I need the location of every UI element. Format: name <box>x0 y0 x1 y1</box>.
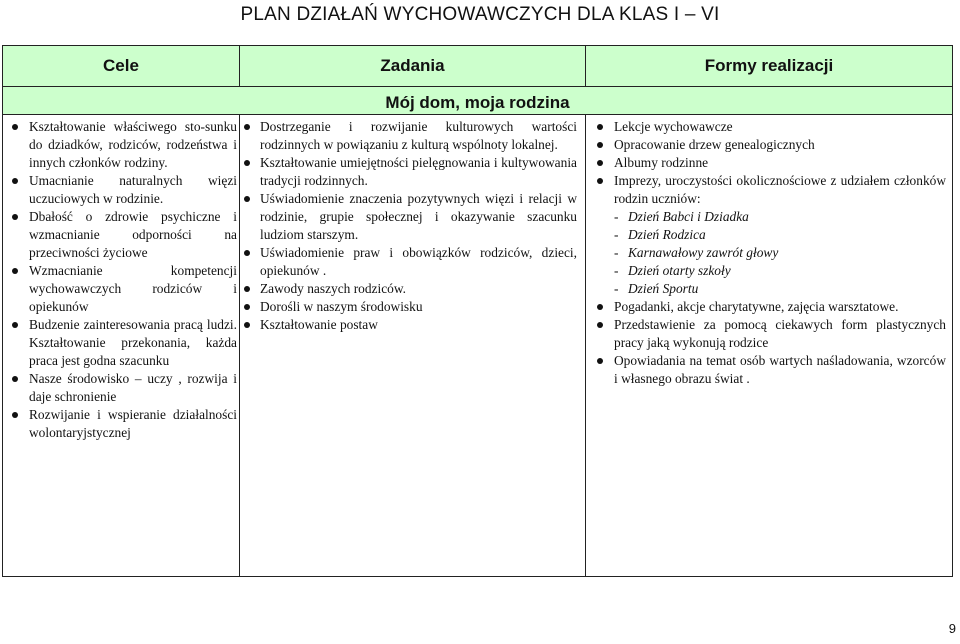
cele-text: Kształtowanie właściwego sto-sunku do dziadków, rodziców, rodzeństwa i innych członków rodziny. <box>29 119 237 170</box>
event-text: Karnawałowy zawrót głowy <box>628 245 779 260</box>
list-item <box>586 118 946 136</box>
bullet-icon <box>12 412 18 418</box>
list-item <box>586 172 946 298</box>
list-item <box>586 316 946 352</box>
cele-text: Wzmacnianie kompetencji wychowawczych rodziców i opiekunów <box>29 263 237 314</box>
bullet-icon <box>597 304 603 310</box>
list-item <box>240 298 577 316</box>
formy-text: Opracowanie drzew genealogicznych <box>614 137 815 152</box>
table-header-row <box>3 46 953 87</box>
list-item <box>240 154 577 190</box>
bullet-icon <box>244 286 250 292</box>
dash-marker: - <box>614 227 619 242</box>
zadania-text: Dostrzeganie i rozwijanie kulturowych wartości rodzinnych w powiązaniu z kulturą wspólnoty lokalnej. <box>260 119 577 152</box>
header-formy: Formy realizacji <box>586 46 953 87</box>
sublist-item <box>614 262 946 280</box>
bullet-icon <box>12 322 18 328</box>
list-item <box>240 280 577 298</box>
event-text: Dzień Babci i Dziadka <box>628 209 749 224</box>
event-text: Dzień Rodzica <box>628 227 706 242</box>
bullet-icon <box>244 322 250 328</box>
zadania-text: Kształtowanie umiejętności pielęgnowania i kultywowania tradycji rodzinnych. <box>260 155 577 188</box>
section-row <box>3 87 953 115</box>
bullet-icon <box>597 124 603 130</box>
sublist-item <box>614 208 946 226</box>
list-item <box>240 118 577 154</box>
bullet-icon <box>244 124 250 130</box>
list-item <box>3 208 237 262</box>
list-item <box>3 316 237 370</box>
page-title: PLAN DZIAŁAŃ WYCHOWAWCZYCH DLA KLAS I – VI <box>240 4 720 25</box>
bullet-icon <box>12 376 18 382</box>
dash-marker: - <box>614 245 619 260</box>
zadania-text: Uświadomienie praw i obowiązków rodziców, dzieci, opiekunów . <box>260 245 577 278</box>
cele-text: Rozwijanie i wspieranie działalności wolontaryjstycznej <box>29 407 237 440</box>
formy-text: Albumy rodzinne <box>614 155 709 170</box>
cele-text: Budzenie zainteresowania pracą ludzi. Kształtowanie przekonania, każda praca jest godna szacunku <box>29 317 237 368</box>
cele-text: Nasze środowisko – uczy , rozwija i daje schronienie <box>29 371 237 404</box>
bullet-icon <box>244 160 250 166</box>
bullet-icon <box>597 358 603 364</box>
bullet-icon <box>597 142 603 148</box>
formy-text: Opowiadania na temat osób wartych naśladowania, wzorców i własnego obrazu świat . <box>614 353 946 386</box>
events-sublist <box>614 208 946 298</box>
dash-marker: - <box>614 281 619 296</box>
bullet-icon <box>597 160 603 166</box>
dash-marker: - <box>614 209 619 224</box>
section-title: Mój dom, moja rodzina <box>3 87 953 115</box>
list-item <box>240 190 577 244</box>
formy-column <box>586 115 953 577</box>
formy-text: Pogadanki, akcje charytatywne, zajęcia warsztatowe. <box>614 299 899 314</box>
formy-text: Przedstawienie za pomocą ciekawych form plastycznych pracy jaką wykonują rodzice <box>614 317 946 350</box>
sublist-item <box>614 280 946 298</box>
header-cele: Cele <box>3 46 240 87</box>
list-item <box>3 262 237 316</box>
event-text: Dzień otarty szkoły <box>628 263 731 278</box>
zadania-text: Uświadomienie znaczenia pozytywnych więzi i relacji w rodzinie, grupie społecznej i okazywanie szacunku ludziom starszym. <box>260 191 577 242</box>
event-text: Dzień Sportu <box>628 281 699 296</box>
zadania-text: Kształtowanie postaw <box>260 317 378 332</box>
cele-text: Dbałość o zdrowie psychiczne i wzmacnianie odporności na przeciwności życiowe <box>29 209 237 260</box>
bullet-icon <box>244 196 250 202</box>
bullet-icon <box>12 124 18 130</box>
bullet-icon <box>597 322 603 328</box>
list-item <box>586 298 946 316</box>
list-item <box>3 370 237 406</box>
zadania-column <box>240 115 586 577</box>
list-item <box>586 154 946 172</box>
bullet-icon <box>244 304 250 310</box>
list-item <box>3 118 237 172</box>
page-number: 9 <box>948 621 956 636</box>
plan-table <box>2 45 953 577</box>
zadania-list <box>240 115 585 334</box>
formy-text: Imprezy, uroczystości okolicznościowe z udziałem członków rodzin uczniów: <box>614 173 946 206</box>
formy-text: Lekcje wychowawcze <box>614 119 733 134</box>
bullet-icon <box>12 268 18 274</box>
list-item <box>240 316 577 334</box>
bullet-icon <box>12 178 18 184</box>
list-item <box>3 406 237 442</box>
zadania-text: Dorośli w naszym środowisku <box>260 299 423 314</box>
bullet-icon <box>244 250 250 256</box>
content-row <box>3 115 953 577</box>
list-item <box>586 136 946 154</box>
list-item <box>240 244 577 280</box>
dash-marker: - <box>614 263 619 278</box>
header-zadania: Zadania <box>240 46 586 87</box>
zadania-text: Zawody naszych rodziców. <box>260 281 407 296</box>
list-item <box>586 352 946 388</box>
bullet-icon <box>12 214 18 220</box>
sublist-item <box>614 244 946 262</box>
cele-list <box>3 115 239 442</box>
bullet-icon <box>597 178 603 184</box>
cele-text: Umacnianie naturalnych więzi uczuciowych w rodzinie. <box>29 173 237 206</box>
formy-list <box>586 115 952 388</box>
list-item <box>3 172 237 208</box>
cele-column <box>3 115 240 577</box>
sublist-item <box>614 226 946 244</box>
